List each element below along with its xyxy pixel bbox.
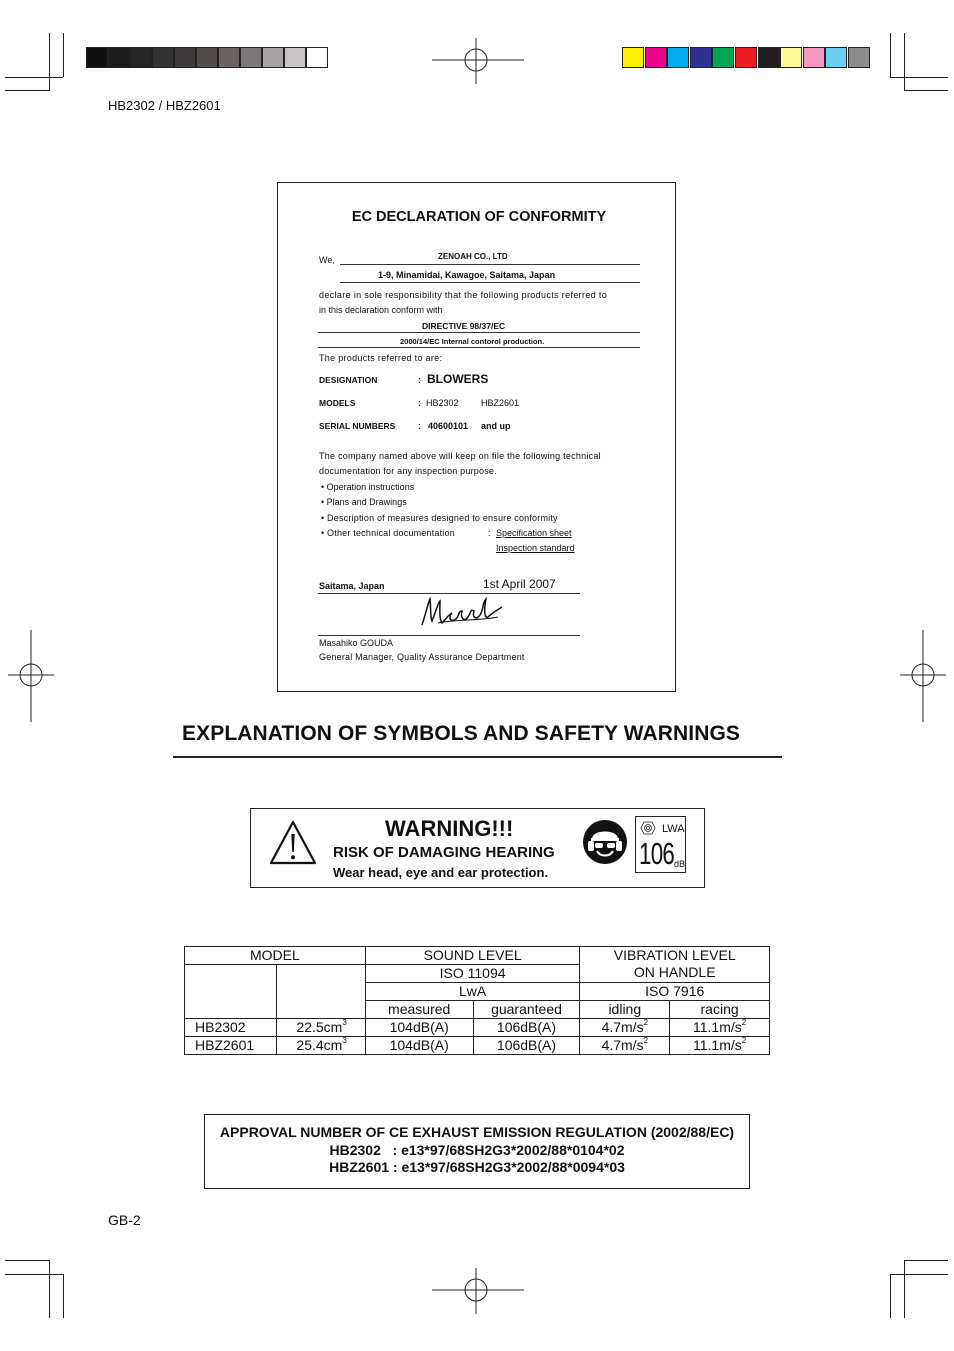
color-swatch [735,47,757,68]
color-swatch [622,47,644,68]
signer-name: Masahiko GOUDA [319,638,394,648]
lwa-label: LWA [662,823,685,835]
signature-image [418,593,508,633]
gray-swatch [174,47,196,68]
table-row: HB2302 $22.5cm^3$ 104dB(A) 106dB(A) $4.7m/s^2$ $11.1m/s^2$ [185,1019,770,1037]
gray-swatch [86,47,108,68]
approval-line-2: HBZ2601 : e13*97/68SH2G3*2002/88*0094*03 [329,1159,625,1175]
lwa-value: 106 [639,836,675,871]
color-swatch [758,47,780,68]
spec-colon: : [488,528,491,538]
color-swatch [780,47,802,68]
lwa-unit: dB [674,859,686,869]
directive: DIRECTIVE 98/37/EC [422,321,506,331]
doc-bullet-3: • Description of measures designed to ensure conformity [321,513,558,523]
serial-suffix: and up [481,421,511,431]
registration-target-icon [900,630,946,722]
model-header: MODEL [185,947,366,965]
model-value-2: HBZ2601 [481,398,520,408]
declaration-title: EC DECLARATION OF CONFORMITY [351,209,607,225]
guaranteed-header: guaranteed [473,1001,580,1019]
lwa-header: LwA [365,983,580,1001]
color-swatch [690,47,712,68]
serial-value: 40600101 [428,421,469,431]
heading-rule [173,756,782,758]
sound-level-header: SOUND LEVEL [365,947,580,965]
signing-date: 1st April 2007 [483,577,556,591]
warning-box [250,808,705,888]
company-name: ZENOAH CO., LTD [438,252,508,261]
models-colon: : [418,398,421,408]
signing-place: Saitama, Japan [319,581,385,591]
approval-box [204,1114,750,1189]
keep-line-1: The company named above will keep on file the following technical [319,451,601,461]
inspection-standard: Inspection standard [496,543,575,553]
warning-subtitle: RISK OF DAMAGING HEARING [333,844,555,861]
designation-label: DESIGNATION [319,375,378,385]
color-swatch [645,47,667,68]
vibration-header: VIBRATION LEVEL ON HANDLE [580,947,770,983]
measured-header: measured [365,1001,473,1019]
gray-swatch [240,47,262,68]
gray-swatch [284,47,306,68]
idling-header: idling [580,1001,670,1019]
iso-sound: ISO 11094 [365,965,580,983]
registration-target-icon [432,1268,524,1314]
color-swatch [825,47,847,68]
sound-power-label [635,816,686,873]
doc-bullet-1: • Operation instructions [321,482,415,492]
gray-swatch [262,47,284,68]
color-swatch [803,47,825,68]
gray-swatch [196,47,218,68]
gray-swatch [152,47,174,68]
models-label: MODELS [319,398,356,408]
sound-icon [640,821,656,835]
warning-triangle-icon [268,819,318,867]
approval-line-1: HB2302 : e13*97/68SH2G3*2002/88*0104*02 [329,1141,625,1158]
signer-title: General Manager, Quality Assurance Department [319,652,525,662]
document-code: HB2302 / HBZ2601 [108,98,221,113]
protective-gear-icon [582,819,628,865]
doc-bullet-2: • Plans and Drawings [321,497,407,507]
keep-line-2: documentation for any inspection purpose. [319,466,497,476]
declare-line-1: declare in sole responsibility that the following products referred to [319,290,608,300]
iso-vibration: ISO 7916 [580,983,770,1001]
registration-target-icon [8,630,54,722]
page-number: GB-2 [108,1212,141,1228]
sound-vibration-table [184,946,770,1055]
color-swatch [667,47,689,68]
designation-colon: : [418,375,421,385]
table-row: HBZ2601 $25.4cm^3$ 104dB(A) 106dB(A) $4.7m/s^2$ $11.1m/s^2$ [185,1037,770,1055]
warning-text: Wear head, eye and ear protection. [333,865,549,880]
ec-declaration-box [277,182,676,692]
model-value-1: HB2302 [426,398,459,408]
spec-sheet: Specification sheet [496,528,572,538]
racing-header: racing [670,1001,770,1019]
approval-title: APPROVAL NUMBER OF CE EXHAUST EMISSION REGULATION (2002/88/EC) [219,1124,735,1140]
gray-swatch [218,47,240,68]
section-heading: EXPLANATION OF SYMBOLS AND SAFETY WARNINGS [182,722,741,745]
gray-swatch [108,47,130,68]
color-swatch [712,47,734,68]
doc-bullet-4: • Other technical documentation [321,528,455,538]
declare-line-2: in this declaration conform with [319,305,443,315]
directive-2: 2000/14/EC Internal contorol production. [400,337,545,346]
warning-title: WARNING!!! [385,816,514,841]
we-label: We, [319,255,335,265]
serial-label: SERIAL NUMBERS [319,421,396,431]
gray-swatch [130,47,152,68]
designation-value: BLOWERS [427,372,489,386]
gray-swatch [306,47,328,68]
serial-colon: : [418,421,421,431]
registration-target-icon [432,38,524,84]
company-address: 1-9, Minamidai, Kawagoe, Saitama, Japan [378,270,556,280]
color-swatch [848,47,870,68]
products-intro: The products referred to are: [319,353,443,363]
